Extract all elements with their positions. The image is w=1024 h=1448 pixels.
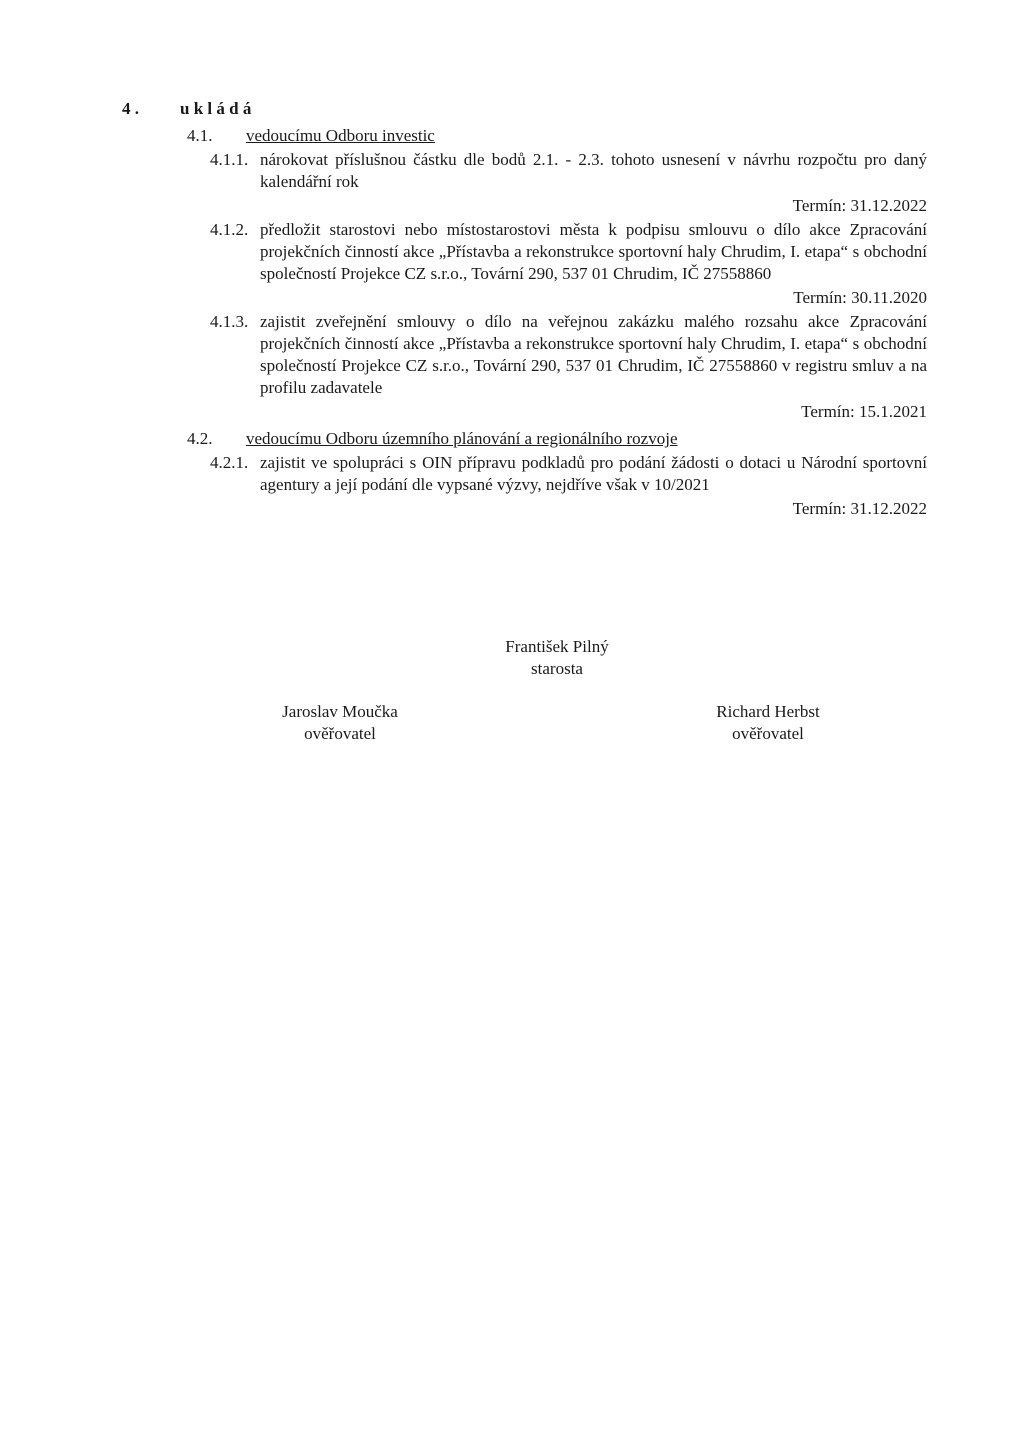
deadline-date: 15.1.2021 — [859, 402, 927, 421]
subitem-4-1-2 — [122, 219, 927, 309]
deadline-line — [260, 401, 927, 423]
subitem-4-1-3 — [122, 311, 927, 423]
deadline-date: 31.12.2022 — [850, 196, 927, 215]
section-heading — [122, 98, 927, 120]
deadline-label: Termín: — [792, 499, 847, 518]
signature-verifier-left — [190, 701, 490, 745]
deadline-line — [260, 195, 927, 217]
item-number: 4.2. — [187, 429, 213, 448]
deadline-label: Termín: — [792, 196, 847, 215]
subitem-number: 4.1.1. — [210, 150, 249, 169]
item-number: 4.1. — [187, 126, 213, 145]
subitem-text: předložit starostovi nebo místostarostovi města k podpisu smlouvu o dílo akce Zpracování projekčních činností akce „Přístavba a rekonstrukce sportovní haly Chrudim, I. etapa“ s obchodní společností Projekce CZ s.r.o., Tovární 290, 537 01 Chrudim, IČ 27558860 — [260, 220, 927, 283]
deadline-date: 31.12.2022 — [850, 499, 927, 518]
subitem-text: zajistit zveřejnění smlouvy o dílo na veřejnou zakázku malého rozsahu akce Zpracování projekčních činností akce „Přístavba a rekonstrukce sportovní haly Chrudim, I. etapa“ s obchodní společností Projekce CZ s.r.o., Tovární 290, 537 01 Chrudim, IČ 27558860 v registru smluv a na profilu zadavatele — [260, 312, 927, 397]
item-heading: vedoucímu Odboru investic — [246, 126, 435, 145]
item-4-2 — [122, 428, 927, 450]
signature-role: ověřovatel — [732, 724, 804, 743]
deadline-label: Termín: — [793, 288, 847, 307]
signature-name: František Pilný — [505, 637, 609, 656]
deadline-label: Termín: — [801, 402, 855, 421]
item-heading: vedoucímu Odboru územního plánování a regionálního rozvoje — [246, 429, 678, 448]
signature-role: ověřovatel — [304, 724, 376, 743]
subitem-4-1-1 — [122, 149, 927, 217]
subitem-4-2-1 — [122, 452, 927, 520]
signature-mayor — [407, 636, 707, 680]
subitem-number: 4.2.1. — [210, 453, 249, 472]
deadline-line — [260, 498, 927, 520]
subitem-text: zajistit ve spolupráci s OIN přípravu podkladů pro podání žádosti o dotaci u Národní sportovní agentury a její podání dle vypsané výzvy, nejdříve však v 10/2021 — [260, 453, 927, 494]
deadline-date: 30.11.2020 — [851, 288, 927, 307]
signature-role: starosta — [531, 659, 583, 678]
subitem-number: 4.1.3. — [210, 312, 249, 331]
subitem-number: 4.1.2. — [210, 220, 249, 239]
subitem-text: nárokovat příslušnou částku dle bodů 2.1. - 2.3. tohoto usnesení v návrhu rozpočtu pro daný kalendářní rok — [260, 150, 927, 191]
signature-name: Jaroslav Moučka — [282, 702, 398, 721]
section-number: 4 . — [122, 99, 139, 118]
section-title: u k l á d á — [180, 99, 252, 118]
signature-verifier-right — [618, 701, 918, 745]
deadline-line — [260, 287, 927, 309]
document-content — [122, 98, 927, 520]
signature-name: Richard Herbst — [716, 702, 820, 721]
item-4-1 — [122, 125, 927, 147]
